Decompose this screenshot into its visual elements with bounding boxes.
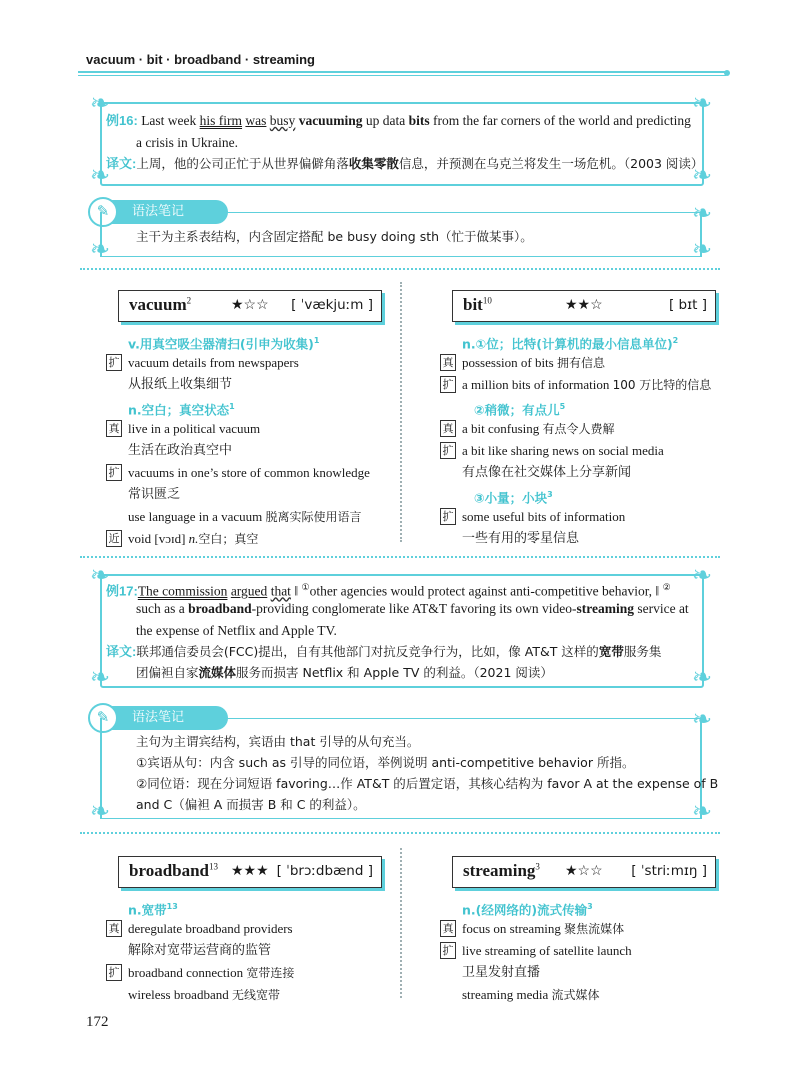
- ornament-corner-icon: ❧: [691, 201, 713, 227]
- ornament-corner-icon: ❧: [89, 163, 111, 189]
- ornament-corner-icon: ❧: [89, 563, 111, 589]
- phonetic: [ bɪt ]: [669, 297, 707, 313]
- ornament-corner-icon: ❧: [89, 237, 111, 263]
- running-header: vacuum · bit · broadband · streaming: [86, 52, 315, 67]
- example16-translation: 译文:上周，他的公司正忙于从世界偏僻角落收集零散信息，并预测在乌克兰将发生一场危机。（2003 阅读）: [106, 156, 704, 171]
- note1-text: 主干为主系表结构，内含固定搭配 be busy doing sth（忙于做某事）。: [136, 229, 533, 244]
- example-label: 例16: [106, 113, 134, 128]
- example17-sentence-line2: such as a broadband-providing conglomerate like AT&T favoring its own video-streaming service at: [136, 601, 689, 616]
- note2-line3: ②同位语：现在分词短语 favoring…作 AT&T 的后置定语，其核心结构为 favor A at the expense of B: [136, 776, 719, 791]
- rating-stars: ★★☆: [565, 298, 603, 313]
- example17-translation-line2: 团偏袒自家流媒体服务而损害 Netflix 和 Apple TV 的利益。（2021 阅读）: [136, 665, 553, 680]
- tag-box: 扩: [106, 354, 122, 371]
- ornament-corner-icon: ❧: [691, 163, 713, 189]
- ornament-corner-icon: ❧: [89, 91, 111, 117]
- ornament-corner-icon: ❧: [691, 665, 713, 691]
- ornament-corner-icon: ❧: [89, 665, 111, 691]
- ornament-corner-icon: ❧: [691, 799, 713, 825]
- rating-stars: ★★★: [231, 864, 269, 879]
- rating-stars: ★☆☆: [565, 864, 603, 879]
- grammar-note-tag: 语法笔记: [96, 200, 228, 224]
- ornament-corner-icon: ❧: [691, 707, 713, 733]
- section-divider: [80, 556, 720, 558]
- section-divider: [80, 268, 720, 270]
- header-rule-thin: [78, 75, 726, 76]
- ornament-corner-icon: ❧: [89, 799, 111, 825]
- ornament-corner-icon: ❧: [691, 563, 713, 589]
- word-header-vacuum: vacuum$^2$ ★☆☆ [ ˈvækjuːm ]: [118, 290, 382, 322]
- phonetic: [ ˈbrɔːdbænd ]: [276, 863, 373, 879]
- note2-line2: ①宾语从句：内含 such as 引导的同位语，举例说明 anti-competitive behavior 所指。: [136, 755, 635, 770]
- grammar-note-tag: 语法笔记: [96, 706, 228, 730]
- header-dot-icon: [724, 70, 730, 76]
- rating-stars: ★☆☆: [231, 298, 269, 313]
- broadband-entry: n.宽带$^{13}$ 真 deregulate broadband providers 解除对宽带运营商的监管 扩 broadband connection 宽带连接 wireless broadband 无线宽带: [106, 896, 396, 1006]
- ornament-corner-icon: ❧: [691, 91, 713, 117]
- phonetic: [ ˈvækjuːm ]: [291, 297, 373, 313]
- pen-icon: ✎: [88, 197, 118, 227]
- pos-definition: v.用真空吸尘器清扫(引申为收集): [128, 336, 314, 352]
- word-header-bit: bit$^{10}$ ★★☆ [ bɪt ]: [452, 290, 716, 322]
- note2-line4: and C（偏袒 A 而损害 B 和 C 的利益）。: [136, 797, 366, 812]
- example16-sentence-line2: a crisis in Ukraine.: [136, 135, 238, 150]
- phonetic: [ ˈstriːmɪŋ ]: [631, 863, 707, 879]
- column-divider: [400, 848, 402, 998]
- example17-translation: 译文:联邦通信委员会(FCC)提出，自有其他部门对抗反竞争行为，比如，像 AT&T 这样的宽带服务集: [106, 644, 662, 659]
- section-divider: [80, 832, 720, 834]
- example16-sentence: 例16: Last week his firm was busy vacuuming up data bits from the far corners of the world and predicting: [106, 113, 691, 128]
- streaming-entry: n.(经网络的)流式传输$^3$ 真 focus on streaming 聚焦流媒体 扩 live streaming of satellite launch 卫星发射直播 streaming media 流式媒体: [440, 896, 740, 1006]
- ornament-corner-icon: ❧: [691, 237, 713, 263]
- vacuum-entry: v.用真空吸尘器清扫(引申为收集)$^1$ 扩 vacuum details from newspapers 从报纸上收集细节 n.空白；真空状态$^1$ 真 live in a political vacuum 生活在政治真空中 扩 vacuums in one’s store of common knowledge 常识匮乏 use language in a vacuum 脱离实际使用语言 近 void [vɔɪd] n.空白；真空: [106, 330, 396, 550]
- header-rule: [78, 71, 726, 73]
- example17-sentence-line3: the expense of Netflix and Apple TV.: [136, 623, 337, 638]
- word-header-broadband: broadband$^{13}$ ★★★ [ ˈbrɔːdbænd ]: [118, 856, 382, 888]
- example17-sentence: 例17:The commission argued that ‖ ①other agencies would protect against anti-competitive behavior, ‖ ②: [106, 582, 671, 599]
- column-divider: [400, 282, 402, 542]
- note2-line1: 主句为主谓宾结构，宾语由 that 引导的从句充当。: [136, 734, 420, 749]
- note-rule: [190, 212, 700, 213]
- word-header-streaming: streaming$^3$ ★☆☆ [ ˈstriːmɪŋ ]: [452, 856, 716, 888]
- page-number: 172: [86, 1014, 109, 1030]
- bit-entry: n.①位；比特(计算机的最小信息单位)$^2$ 真 possession of bits 拥有信息 扩 a million bits of information 100 万比特的信息 ②稍微；有点儿$^5$ 真 a bit confusing 有点令人费解 扩 a bit like sharing news on social media 有点像在社交媒体上分享新闻 ③小量；小块$^3$ 扩 some useful bits of information 一些有用的零星信息: [440, 330, 740, 550]
- pen-icon: ✎: [88, 703, 118, 733]
